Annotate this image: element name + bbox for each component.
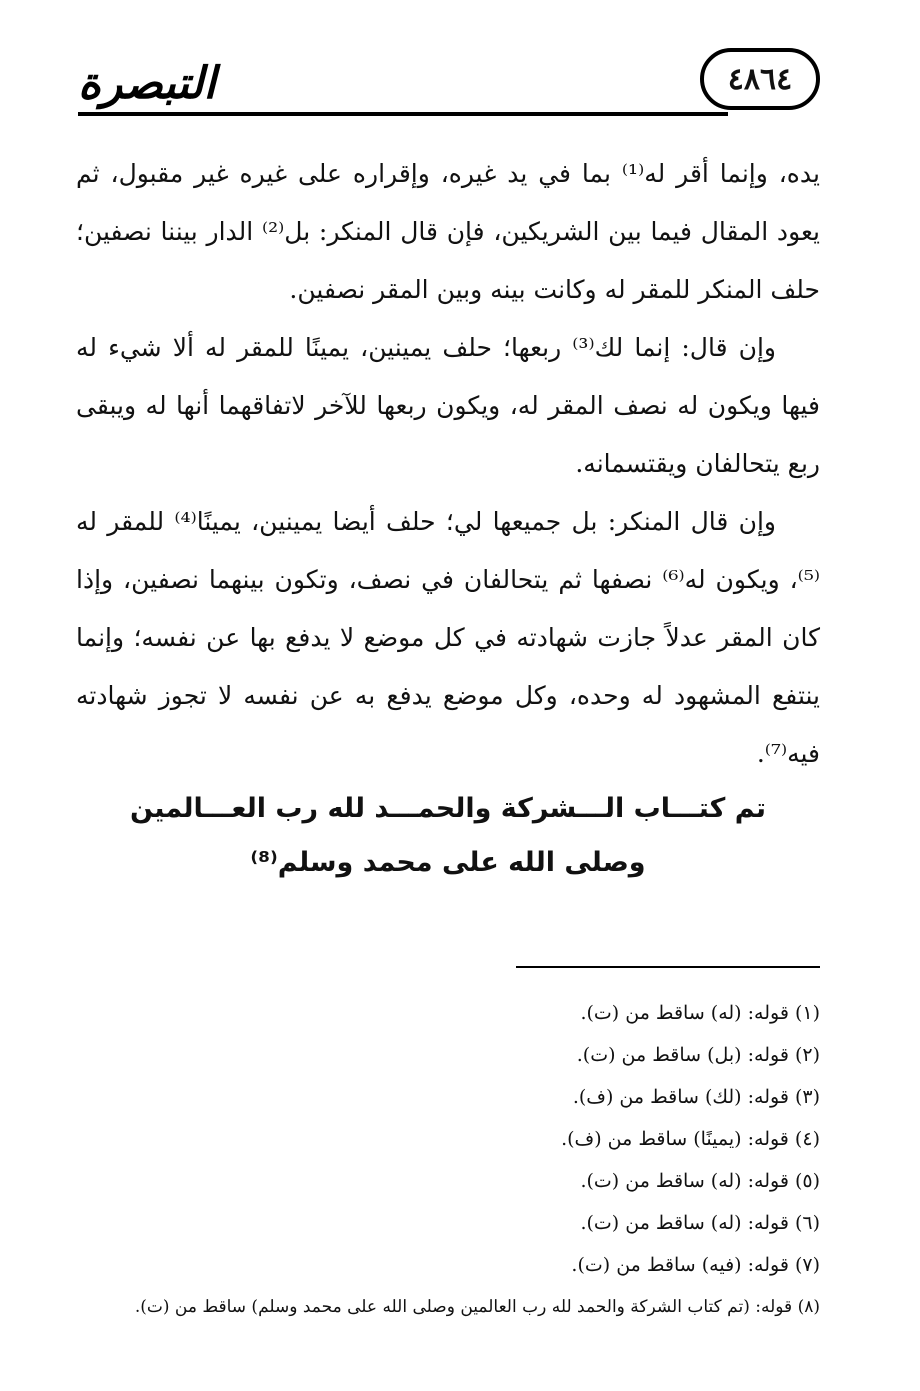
paragraph-2: وإن قال: إنما لك⁽³⁾ ربعها؛ حلف يمينين، يمينًا للمقر له ألا شيء له فيها ويكون له نصف المقر له، ويكون ربعها للآخر لاتفاقهما أنها له ويبقى ربع يتحالفان ويقتسمانه.: [76, 333, 820, 478]
page-header: [78, 48, 820, 128]
footnote-3: (٣) قوله: (لك) ساقط من (ف).: [572, 1086, 820, 1108]
paragraph-3: وإن قال المنكر: بل جميعها لي؛ حلف أيضا يمينين، يمينًا⁽⁴⁾ للمقر له ⁽⁵⁾، ويكون له⁽⁶⁾ نصفها ثم يتحالفان في نصف، وتكون بينهما نصفين، وإذا كان المقر عدلاً جازت شهادته في كل موضع لا يدفع بها عن نفسه؛ وإنما ينتفع المشهود له وحده، وكل موضع يدفع به عن نفسه لا تجوز شهادته فيه⁽⁷⁾.: [76, 507, 820, 768]
footnote-7: (٧) قوله: (فيه) ساقط من (ت).: [571, 1254, 820, 1276]
footnote-8: (٨) قوله: (تم كتاب الشركة والحمد لله رب العالمين وصلى الله على محمد وسلم) ساقط من (ت).: [134, 1297, 820, 1317]
footnote-4: (٤) قوله: (يمينًا) ساقط من (ف).: [561, 1128, 820, 1150]
closing-line-1: تم كتـــاب الـــشركة والحمـــد لله رب العـــالمين: [129, 793, 767, 824]
footnote-5: (٥) قوله: (له) ساقط من (ت).: [580, 1170, 820, 1192]
footnote-1: (١) قوله: (له) ساقط من (ت).: [580, 1002, 820, 1024]
paragraph-1: يده، وإنما أقر له⁽¹⁾ بما في يد غيره، وإقراره على غيره غير مقبول، ثم يعود المقال فيما بين الشريكين، فإن قال المنكر: بل⁽²⁾ الدار بيننا نصفين؛ حلف المنكر للمقر له وكانت بينه وبين المقر نصفين.: [76, 159, 820, 304]
footnote-separator: [516, 966, 820, 968]
closing-line-2: وصلى الله على محمد وسلم⁽⁸⁾: [250, 847, 646, 878]
page-number: ٤٨٦٤: [727, 61, 793, 97]
body-text: [76, 145, 820, 783]
book-title: التبصرة: [78, 58, 216, 109]
footnote-6: (٦) قوله: (له) ساقط من (ت).: [580, 1212, 820, 1234]
header-rule: [78, 112, 728, 116]
footnotes: [76, 992, 820, 1328]
footnote-2: (٢) قوله: (بل) ساقط من (ت).: [576, 1044, 820, 1066]
page-number-badge: [700, 48, 820, 110]
closing-statement: [76, 782, 820, 890]
